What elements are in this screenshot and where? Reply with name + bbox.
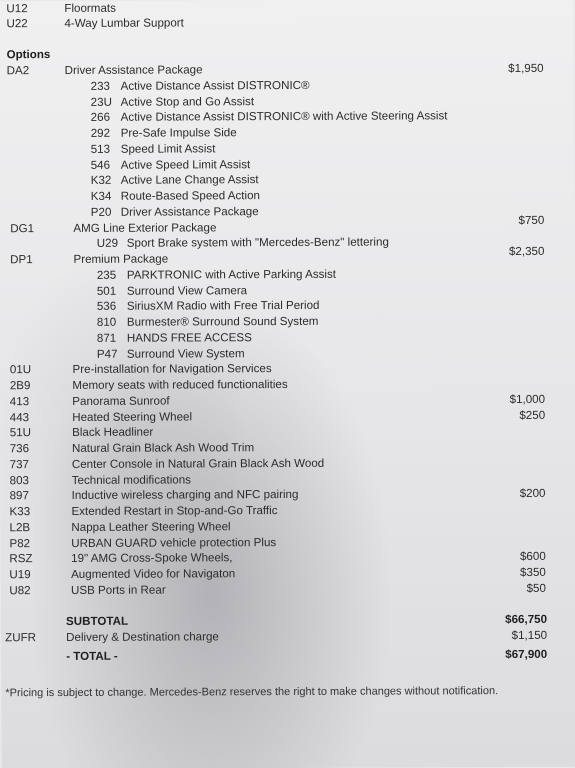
option-code: K34	[90, 189, 112, 203]
option-price: $600	[519, 550, 546, 564]
option-description: Black Headliner	[72, 425, 154, 440]
subtotal-value: $66,750	[505, 612, 548, 627]
option-code: U82	[9, 583, 31, 598]
option-code: 736	[9, 442, 30, 456]
option-description: AMG Line Exterior Package	[73, 220, 217, 235]
option-description: URBAN GUARD vehicle protection Plus	[71, 535, 277, 550]
delivery-row	[1, 628, 575, 647]
option-description: Driver Assistance Package	[120, 204, 259, 219]
option-code: 546	[90, 158, 111, 172]
option-code: 51U	[9, 426, 32, 440]
option-description: Active Stop and Go Assist	[120, 94, 255, 109]
option-code: 01U	[9, 363, 32, 377]
option-code: 810	[96, 315, 117, 329]
option-price: $750	[518, 213, 545, 227]
option-price: $1,950	[508, 61, 544, 76]
option-code: DA2	[6, 64, 30, 78]
total-value: $67,900	[505, 647, 548, 662]
option-code: U19	[9, 568, 31, 582]
delivery-value: $1,150	[511, 628, 548, 643]
option-description: Sport Brake system with "Mercedes-Benz" lettering	[126, 235, 389, 250]
delivery-label: Delivery & Destination charge	[66, 630, 219, 644]
option-code: 803	[9, 473, 29, 487]
list-item	[0, 14, 573, 33]
option-code: DG1	[10, 221, 35, 235]
option-description: Speed Limit Assist	[120, 142, 216, 156]
option-code: 513	[90, 142, 111, 156]
option-code: U12	[6, 2, 28, 16]
option-description: Memory seats with reduced functionalities	[72, 377, 288, 392]
subtotal-label: SUBTOTAL	[66, 614, 129, 628]
option-code: 501	[96, 284, 117, 298]
option-description: Heated Steering Wheel	[72, 409, 193, 424]
option-description: Active Speed Limit Assist	[120, 157, 251, 172]
option-code: K33	[9, 505, 31, 519]
option-description: Active Distance Assist DISTRONIC® with Active Steering Assist	[120, 109, 448, 125]
option-code: RSZ	[9, 552, 33, 566]
option-code: 266	[90, 111, 111, 125]
total-label: - TOTAL -	[66, 649, 118, 663]
option-description: Surround View Camera	[126, 283, 248, 298]
option-code: 233	[90, 79, 111, 93]
option-description: Active Lane Change Assist	[120, 173, 259, 188]
option-code: 2B9	[9, 379, 31, 393]
option-description: USB Ports in Rear	[70, 583, 166, 597]
option-price: $250	[519, 408, 546, 422]
option-description: Floormats	[64, 1, 116, 15]
option-description: Premium Package	[73, 252, 169, 266]
option-price: $200	[519, 487, 546, 501]
option-description: Natural Grain Black Ash Wood Trim	[71, 441, 255, 455]
option-price: $2,350	[508, 244, 545, 259]
section-heading-options: Options	[6, 48, 51, 62]
option-code: L2B	[9, 520, 31, 535]
option-description: Pre-Safe Impulse Side	[120, 126, 237, 140]
option-description: Pre-installation for Navigation Services	[72, 362, 272, 377]
option-code: 413	[9, 394, 30, 409]
option-code: 871	[96, 331, 117, 345]
option-description: HANDS FREE ACCESS	[126, 330, 252, 345]
option-price: $1,000	[509, 392, 546, 406]
option-price: $50	[526, 581, 546, 595]
option-description: Augmented Video for Navigaton	[71, 567, 236, 581]
option-description: Panorama Sunroof	[72, 394, 170, 408]
option-code: P20	[90, 205, 112, 219]
option-description: 4-Way Lumbar Support	[64, 16, 184, 30]
total-row	[1, 647, 575, 666]
option-description: Active Distance Assist DISTRONIC®	[120, 78, 310, 93]
option-row	[1, 581, 575, 600]
option-code: 897	[9, 489, 29, 503]
pricing-footnote: *Pricing is subject to change. Mercedes-Benz reserves the right to make changes without notification.	[5, 685, 499, 700]
option-code: P82	[9, 536, 31, 550]
option-code: U29	[96, 237, 119, 251]
option-description: 19" AMG Cross-Spoke Wheels,	[71, 551, 233, 566]
option-description: Surround View System	[126, 346, 245, 361]
option-code: 536	[96, 300, 117, 314]
option-code: DP1	[10, 253, 33, 267]
option-description: Route-Based Speed Action	[120, 189, 261, 203]
option-code: 23U	[90, 95, 112, 109]
option-description: Technical modifications	[71, 472, 191, 487]
option-description: Nappa Leather Steering Wheel	[71, 520, 231, 534]
option-description: Burmester® Surround Sound System	[126, 314, 319, 329]
option-code: 292	[90, 126, 111, 140]
option-code: 235	[96, 268, 117, 282]
option-price: $350	[519, 565, 546, 579]
option-description: Driver Assistance Package	[64, 63, 203, 77]
delivery-code: ZUFR	[5, 631, 37, 645]
option-code: K32	[90, 174, 112, 188]
option-code: 737	[9, 457, 30, 472]
option-description: PARKTRONIC with Active Parking Assist	[126, 267, 337, 282]
option-description: Center Console in Natural Grain Black Ash Wood	[71, 456, 325, 471]
option-description: Extended Restart in Stop-and-Go Traffic	[71, 504, 278, 518]
option-code: U22	[6, 17, 28, 31]
option-code: P47	[96, 347, 118, 361]
option-description: SiriusXM Radio with Free Trial Period	[126, 299, 320, 313]
option-description: Inductive wireless charging and NFC pairing	[71, 488, 299, 503]
option-code: 443	[9, 410, 30, 424]
